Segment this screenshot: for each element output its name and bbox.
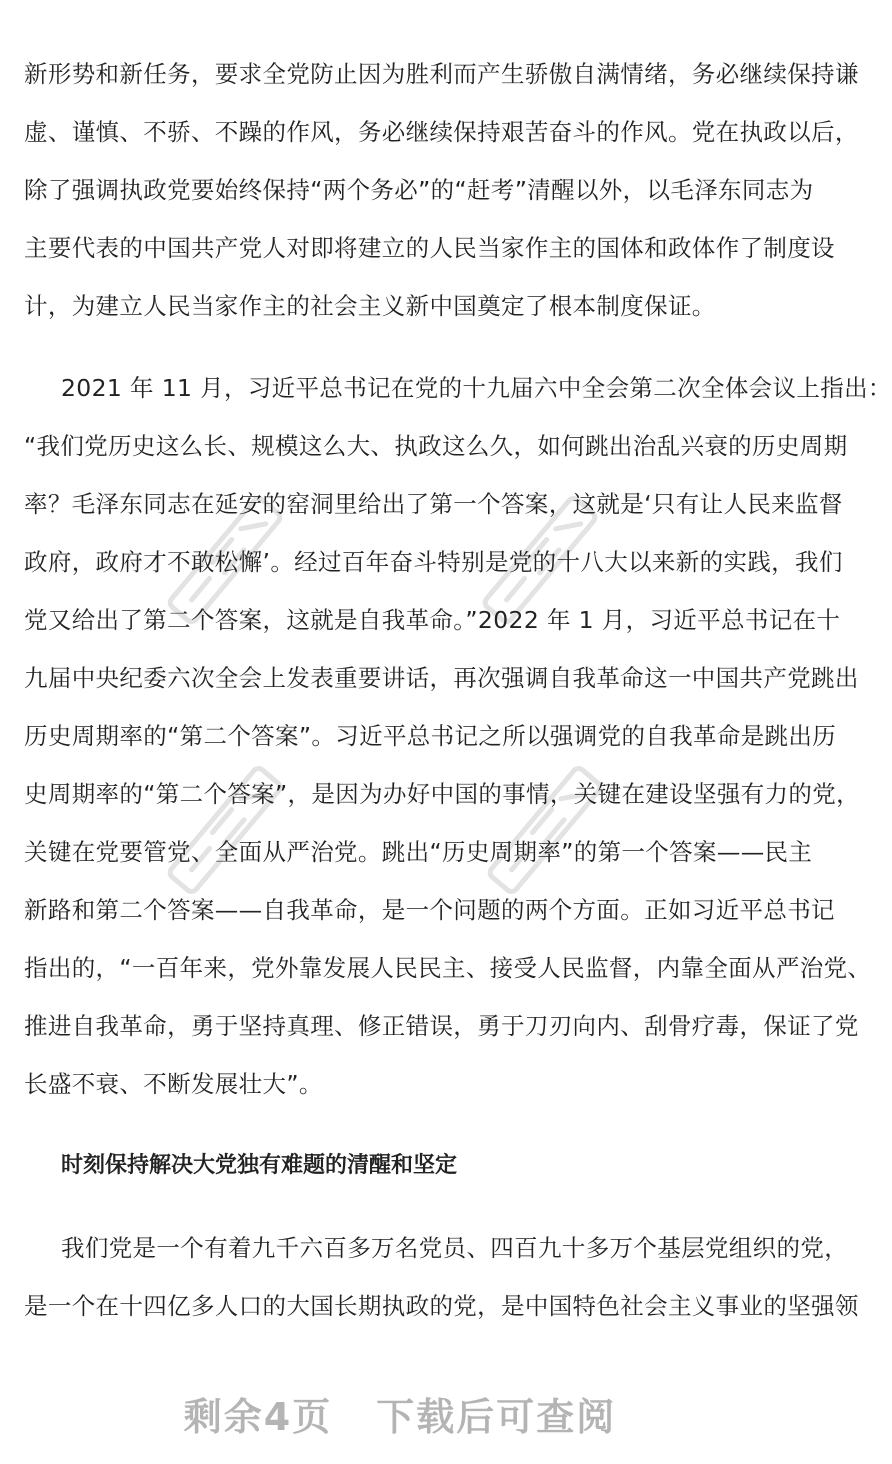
download-prompt[interactable] (0, 1386, 800, 1441)
text-line: 史周期率的“第二个答案”，是因为办好中国的事情，关键在建设坚强有力的党， (24, 780, 860, 808)
text-line: 新路和第二个答案——自我革命，是一个问题的两个方面。正如习近平总书记 (24, 896, 835, 924)
text-line: “我们党历史这么长、规模这么大、执政这么久，如何跳出治乱兴衰的历史周期 (24, 432, 848, 460)
text-line: 是一个在十四亿多人口的大国长期执政的党，是中国特色社会主义事业的坚强领 (24, 1292, 859, 1320)
text-line: 历史周期率的“第二个答案”。习近平总书记之所以强调党的自我革命是跳出历 (24, 722, 837, 750)
download-hint-label: 下载后可查阅 (376, 1395, 617, 1439)
section-heading: 时刻保持解决大党独有难题的清醒和坚定 (61, 1153, 458, 1178)
text-line: 九届中央纪委六次全会上发表重要讲话，再次强调自我革命这一中国共产党跳出 (24, 664, 859, 692)
text-line: 除了强调执政党要始终保持“两个务必”的“赶考”清醒以外，以毛泽东同志为 (24, 176, 814, 204)
paragraph-1 (24, 52, 859, 342)
text-line: 党又给出了第二个答案，这就是自我革命。”2022 年 1 月，习近平总书记在十 (24, 606, 841, 634)
text-line: 新形势和新任务，要求全党防止因为胜利而产生骄傲自满情绪，务必继续保持谦 (24, 60, 859, 88)
text-line: 虚、谨慎、不骄、不躁的作风，务必继续保持艰苦奋斗的作风。党在执政以后， (24, 118, 859, 146)
text-line: 2021 年 11 月，习近平总书记在党的十九届六中全会第二次全体会议上指出： (61, 374, 892, 402)
paragraph-spacer (24, 1202, 776, 1226)
remaining-pages-label: 剩余4页 (183, 1395, 333, 1439)
paragraph-2 (24, 366, 892, 1120)
text-line: 指出的，“一百年来，党外靠发展人民民主、接受人民监督，内靠全面从严治党、 (24, 954, 872, 982)
paragraph-spacer (24, 1120, 776, 1144)
document-body (24, 52, 892, 1342)
paragraph-3 (24, 1226, 859, 1342)
text-line: 率？毛泽东同志在延安的窑洞里给出了第一个答案，这就是‘只有让人民来监督 (24, 490, 843, 518)
text-line: 主要代表的中国共产党人对即将建立的人民当家作主的国体和政体作了制度设 (24, 234, 835, 262)
paragraph-spacer (24, 342, 776, 366)
text-line: 长盛不衰、不断发展壮大”。 (24, 1070, 323, 1098)
text-line: 政府，政府才不敢松懈’。经过百年奋斗特别是党的十八大以来新的实践，我们 (24, 548, 843, 576)
text-line: 我们党是一个有着九千六百多万名党员、四百九十多万个基层党组织的党， (61, 1234, 849, 1262)
text-line: 计，为建立人民当家作主的社会主义新中国奠定了根本制度保证。 (24, 292, 716, 320)
text-line: 关键在党要管党、全面从严治党。跳出“历史周期率”的第一个答案——民主 (24, 838, 813, 866)
text-line: 推进自我革命，勇于坚持真理、修正错误，勇于刀刃向内、刮骨疗毒，保证了党 (24, 1012, 859, 1040)
